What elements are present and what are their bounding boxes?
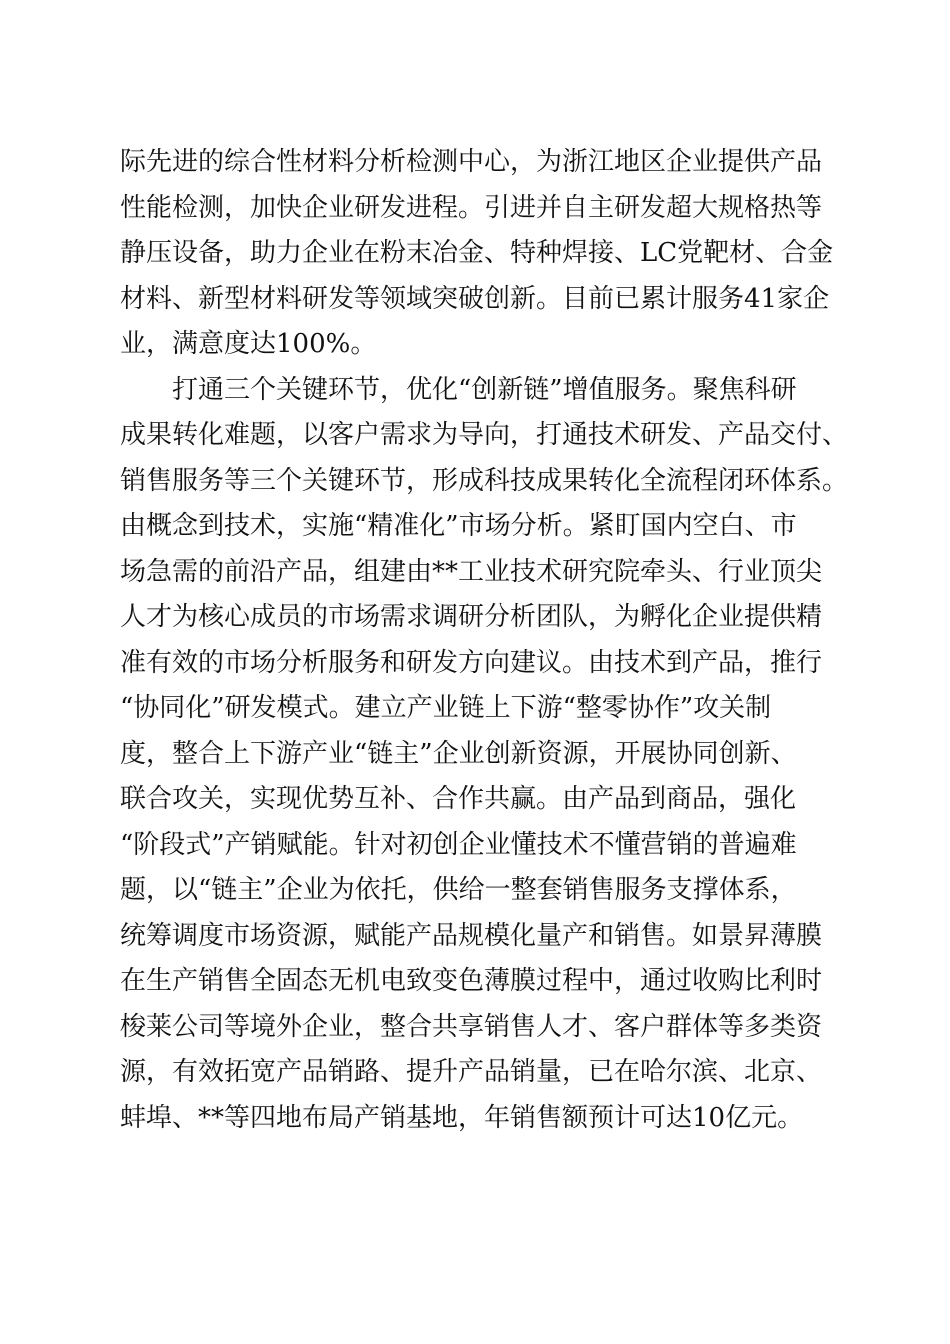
text-line: 成果转化难题，以客户需求为导向，打通技术研发、产品交付、 [120,420,849,450]
text-line: 性能检测，加快企业研发进程。引进并自主研发超大规格热等 [120,192,823,223]
text-line: 静压设备，助力企业在粉末冶金、特种焊接、LC党靶材、合金 [120,238,834,268]
text-line: “协同化”研发模式。建立产业链上下游“整零协作”攻关制 [120,693,772,723]
text-line: 题，以“链主”企业为依托，供给一整套销售服务支撑体系， [120,875,797,905]
body-text [120,140,849,1141]
text-line: 梭莱公司等境外企业，整合共享销售人才、客户群体等多类资 [120,1011,823,1042]
text-line: 打通三个关键环节，优化“创新链”增值服务。聚焦科研 [120,374,797,405]
text-line: 蚌埠、**等四地布局产销基地，年销售额预计可达10亿元。 [120,1102,804,1133]
text-line: 联合攻关，实现优势互补、合作共赢。由产品到商品，强化 [120,784,797,814]
text-line: 场急需的前沿产品，组建由**工业技术研究院牵头、行业顶尖 [120,556,823,587]
text-line: 材料、新型材料研发等领域突破创新。目前已累计服务41家企 [120,283,830,314]
text-line: 销售服务等三个关键环节，形成科技成果转化全流程闭环体系。 [120,465,849,496]
text-line: 际先进的综合性材料分析检测中心，为浙江地区企业提供产品 [120,147,823,177]
text-line: “阶段式”产销赋能。针对初创企业懂技术不懂营销的普遍难 [120,829,797,860]
text-line: 由概念到技术，实施“精准化”市场分析。紧盯国内空白、市 [120,511,797,541]
text-line: 源，有效拓宽产品销路、提升产品销量，已在哈尔滨、北京、 [120,1057,823,1087]
text-line: 统筹调度市场资源，赋能产品规模化量产和销售。如景昇薄膜 [120,920,823,951]
text-line: 在生产销售全固态无机电致变色薄膜过程中，通过收购比利时 [120,966,823,996]
text-line: 准有效的市场分析服务和研发方向建议。由技术到产品，推行 [120,647,823,678]
text-line: 度，整合上下游产业“链主”企业创新资源，开展协同创新、 [120,738,797,769]
text-line: 人才为核心成员的市场需求调研分析团队，为孵化企业提供精 [120,602,823,632]
text-line: 业，满意度达100%。 [120,329,377,359]
